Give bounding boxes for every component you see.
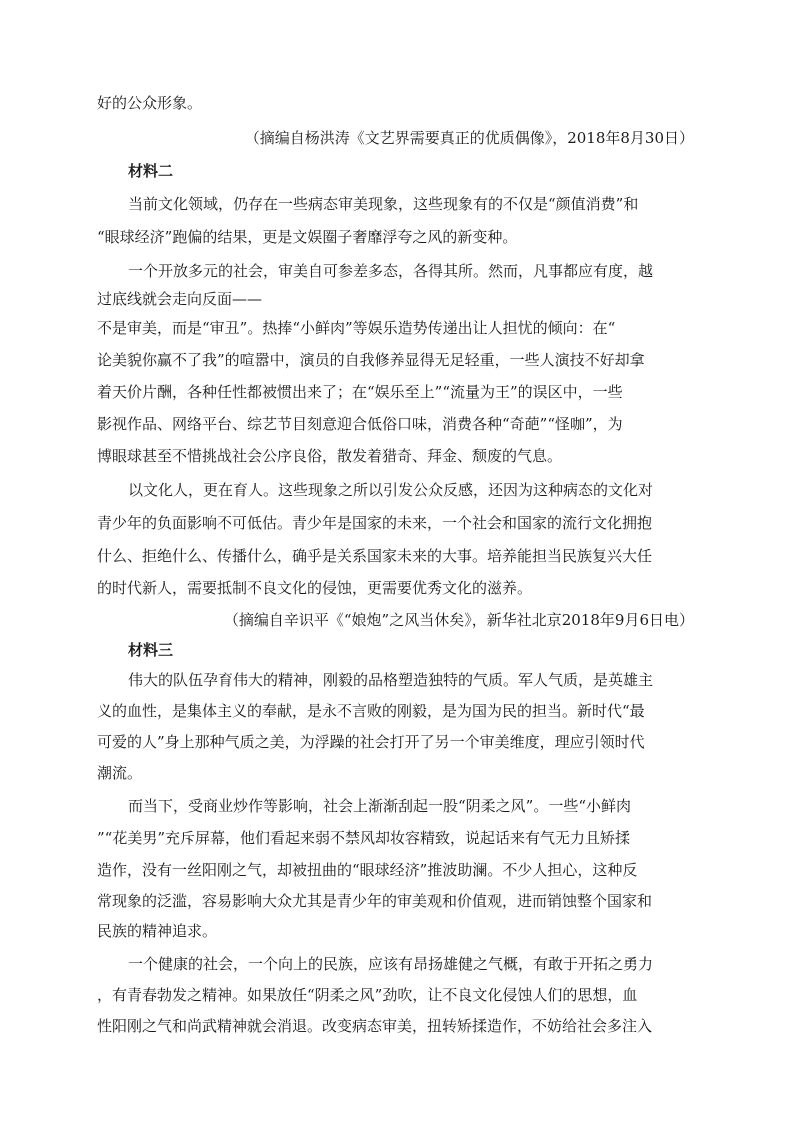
source-citation: （摘编自杨洪涛《文艺界需要真正的优质偶像》，2018年8月30日）: [244, 129, 694, 147]
section-heading: 材料三: [128, 641, 174, 659]
text-line: 当前文化领域，仍存在一些病态审美现象，这些现象有的不仅是“颜值消费”和: [128, 195, 639, 213]
text-line: 论美貌你赢不了我”的喧嚣中，演员的自我修养显得无足轻重，一些人演技不好却拿: [97, 351, 645, 369]
source-citation: （摘编自辛识平《“娘炮”之风当休矣》，新华社北京2018年9月6日电）: [223, 611, 694, 629]
text-line: ”“花美男”充斥屏幕，他们看起来弱不禁风却妆容精致，说起话来有气无力且矫揉: [97, 829, 631, 847]
text-line: “眼球经济”跑偏的结果，更是文娱圈子奢靡浮夸之风的新变种。: [97, 228, 518, 246]
text-line: 常现象的泛滥，容易影响大众尤其是青少年的审美观和价值观，进而销蚀整个国家和: [97, 892, 653, 910]
text-line: 不是审美，而是“审丑”。热捧“小鲜肉”等娱乐造势传递出让人担忧的倾向：在“: [97, 319, 616, 337]
text-line: ，有青春勃发之精神。如果放任“阴柔之风”劲吹，让不良文化侵蚀人们的思想，血: [97, 986, 638, 1004]
text-line: 而当下，受商业炒作等影响，社会上渐渐刮起一股“阴柔之风”。一些“小鲜肉: [128, 797, 632, 815]
text-line: 可爱的人”身上那种气质之美，为浮躁的社会打开了另一个审美维度，理应引领时代: [97, 733, 645, 751]
text-line: 过底线就会走向反面——: [97, 290, 263, 308]
text-line: 义的血性，是集体主义的奉献，是永不言败的刚毅，是为国为民的担当。新时代“最: [97, 702, 645, 720]
text-line: 的时代新人，需要抵制不良文化的侵蚀，更需要优秀文化的滋养。: [97, 579, 533, 597]
text-line: 着天价片酬，各种任性都被惯出来了；在“娱乐至上”“流量为王”的误区中，一些: [97, 383, 623, 401]
text-line: 以文化人，更在育人。这些现象之所以引发公众反感，还因为这种病态的文化对: [128, 481, 654, 499]
text-line: 伟大的队伍孕育伟大的精神，刚毅的品格塑造独特的气质。军人气质，是英雄主: [128, 671, 654, 689]
text-line: 造作，没有一丝阳刚之气，却被扭曲的“眼球经济”推波助澜。不少人担心，这种反: [97, 861, 638, 879]
text-line: 民族的精神追求。: [97, 922, 218, 940]
text-line: 影视作品、网络平台、综艺节目刻意迎合低俗口味，消费各种“奇葩”“怪咖”，为: [97, 415, 623, 433]
text-line: 青少年的负面影响不可低估。青少年是国家的未来，一个社会和国家的流行文化拥抱: [97, 514, 653, 532]
text-line: 性阳刚之气和尚武精神就会消退。改变病态审美，扭转矫揉造作，不妨给社会多注入: [97, 1017, 653, 1035]
section-heading: 材料二: [128, 162, 174, 180]
text-line: 好的公众形象。: [97, 94, 203, 112]
text-line: 一个开放多元的社会，审美自可参差多态，各得其所。然而，凡事都应有度，越: [128, 262, 654, 280]
text-line: 潮流。: [97, 764, 143, 782]
text-line: 博眼球甚至不惜挑战社会公序良俗，散发着猎奇、拜金、颓废的气息。: [97, 447, 563, 465]
text-line: 什么、拒绝什么、传播什么，确乎是关系国家未来的大事。培养能担当民族复兴大任: [97, 547, 653, 565]
text-line: 一个健康的社会，一个向上的民族，应该有昂扬雄健之气概，有敢于开拓之勇力: [128, 955, 654, 973]
